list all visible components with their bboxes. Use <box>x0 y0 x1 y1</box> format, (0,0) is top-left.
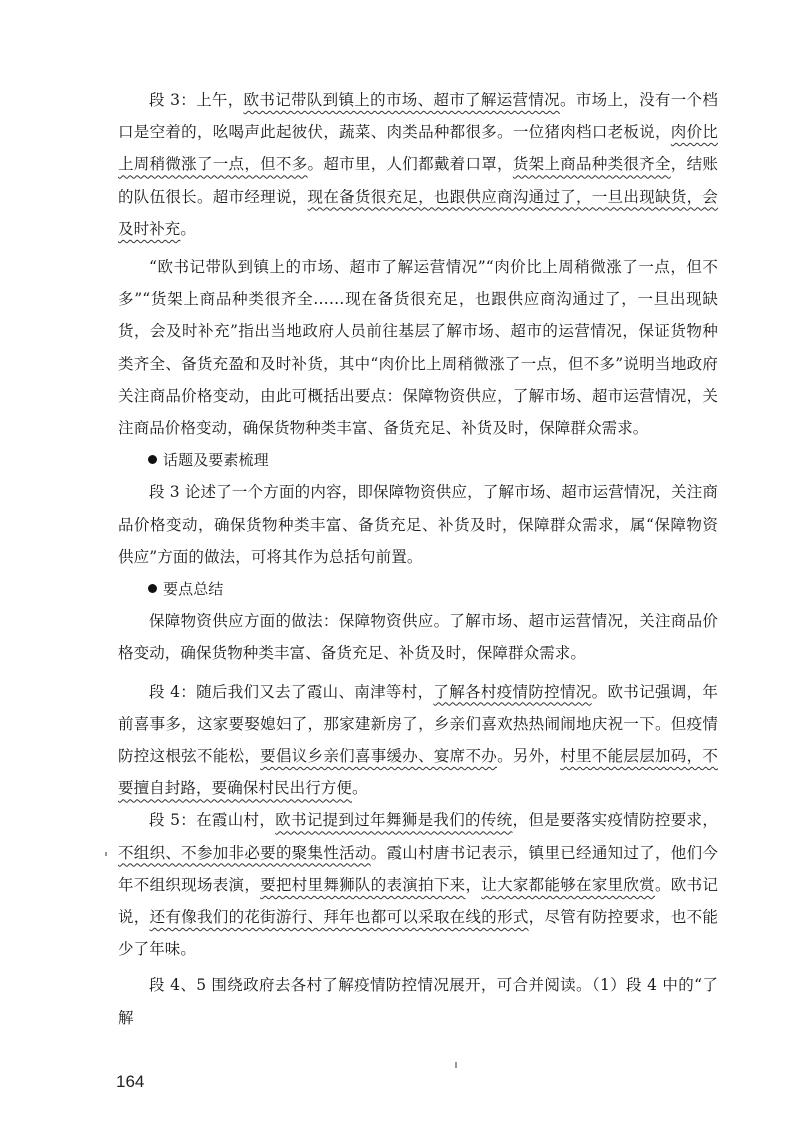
bullet-heading-summary: 要点总结 <box>118 573 718 605</box>
body-text <box>118 84 718 1034</box>
underlined-phrase: 肉价比上周稍微涨了一点，但不多 <box>118 123 718 174</box>
scan-speck <box>455 1062 457 1068</box>
underlined-phrase: 不组织、不参加非必要的聚集性活动 <box>118 843 371 862</box>
underlined-phrase: 现在备货很充足，也跟供应商沟通过了，一旦出现缺货，会及时补充 <box>118 187 719 238</box>
underlined-phrase: 要把村里舞狮队的表演拍下来 <box>260 875 466 894</box>
closing-paragraph: 段 4、5 围绕政府去各村了解疫情防控情况展开，可合并阅读。（1）段 4 中的“了解 <box>118 976 718 1027</box>
underlined-phrase: 村里不能层层加码，不要擅自封路，要确保村民出行方便 <box>118 747 718 798</box>
paragraph-3: 段 3：上午，欧书记带队到镇上的市场、超市了解运营情况。市场上，没有一个档口是空着的，吆喝声此起彼伏，蔬菜、肉类品种都很多。一位猪肉档口老板说，肉价比上周稍微涨了一点，但不多。超市里，人们都戴着口罩，货架上商品种类很齐全，结账的队伍很长。超市经理说，现在备货很充足，也跟供应商沟通过了，一旦出现缺货，会及时补充。 <box>118 91 719 238</box>
bullet-dot-icon <box>148 455 157 464</box>
topic-paragraph: 段 3 论述了一个方面的内容，即保障物资供应，了解市场、超市运营情况，关注商品价格变动，确保货物种类丰富、备货充足、补货及时，保障群众需求，属“保障物资供应”方面的做法，可将其作为总括句前置。 <box>118 483 718 566</box>
analysis-paragraph: “欧书记带队到镇上的市场、超市了解运营情况”“肉价比上周稍微涨了一点，但不多”“货架上商品种类很齐全……现在备货很充足，也跟供应商沟通过了，一旦出现缺货，会及时补充”指出当地政府人员前往基层了解市场、超市的运营情况，保证货物种类齐全、备货充盈和及时补货，其中“肉价比上周稍微涨了一点，但不多”说明当地政府关注商品价格变动，由此可概括出要点：保障物资供应，了解市场、超市运营情况，关注商品价格变动，确保货物种类丰富、备货充足、补货及时，保障群众需求。 <box>118 258 718 438</box>
underlined-phrase: 还有像我们的花街游行、拜年也都可以采取在线的形式 <box>149 908 529 927</box>
bullet-heading-topic: 话题及要素梳理 <box>118 444 718 476</box>
underlined-phrase: 要倡议乡亲们喜事缓办、宴席不办 <box>260 747 498 766</box>
underlined-phrase: 货架上商品种类很齐全 <box>512 155 671 174</box>
underlined-phrase: 了解各村疫情防控情况 <box>433 682 592 701</box>
paragraph-5: 段 5：在霞山村，欧书记提到过年舞狮是我们的传统，但是要落实疫情防控要求，不组织、不参加非必要的聚集性活动。霞山村唐书记表示，镇里已经通知过了，他们今年不组织现场表演，要把村里舞狮队的表演拍下来，让大家都能够在家里欣赏。欧书记说，还有像我们的花街游行、拜年也都可以采取在线的形式，尽管有防控要求，也不能少了年味。 <box>118 811 719 959</box>
page-number: 164 <box>116 1072 145 1091</box>
underlined-phrase: 欧书记提到过年舞狮是我们的传统 <box>275 811 513 830</box>
scan-speck <box>105 852 107 856</box>
underlined-phrase: 让大家都能够在家里欣赏 <box>481 875 656 894</box>
paragraph-4: 段 4：随后我们又去了霞山、南津等村，了解各村疫情防控情况。欧书记强调，年前喜事多，这家要娶媳妇了，那家建新房了，乡亲们喜欢热热闹闹地庆祝一下。但疫情防控这根弦不能松，要倡议乡亲们喜事缓办、宴席不办。另外，村里不能层层加码，不要擅自封路，要确保村民出行方便。 <box>118 682 718 798</box>
bullet-dot-icon <box>148 584 157 593</box>
underlined-phrase: 欧书记带队到镇上的市场、超市了解运营情况 <box>243 91 560 109</box>
summary-paragraph: 保障物资供应方面的做法：保障物资供应。了解市场、超市运营情况，关注商品价格变动，确保货物种类丰富、备货充足、补货及时，保障群众需求。 <box>118 612 718 663</box>
